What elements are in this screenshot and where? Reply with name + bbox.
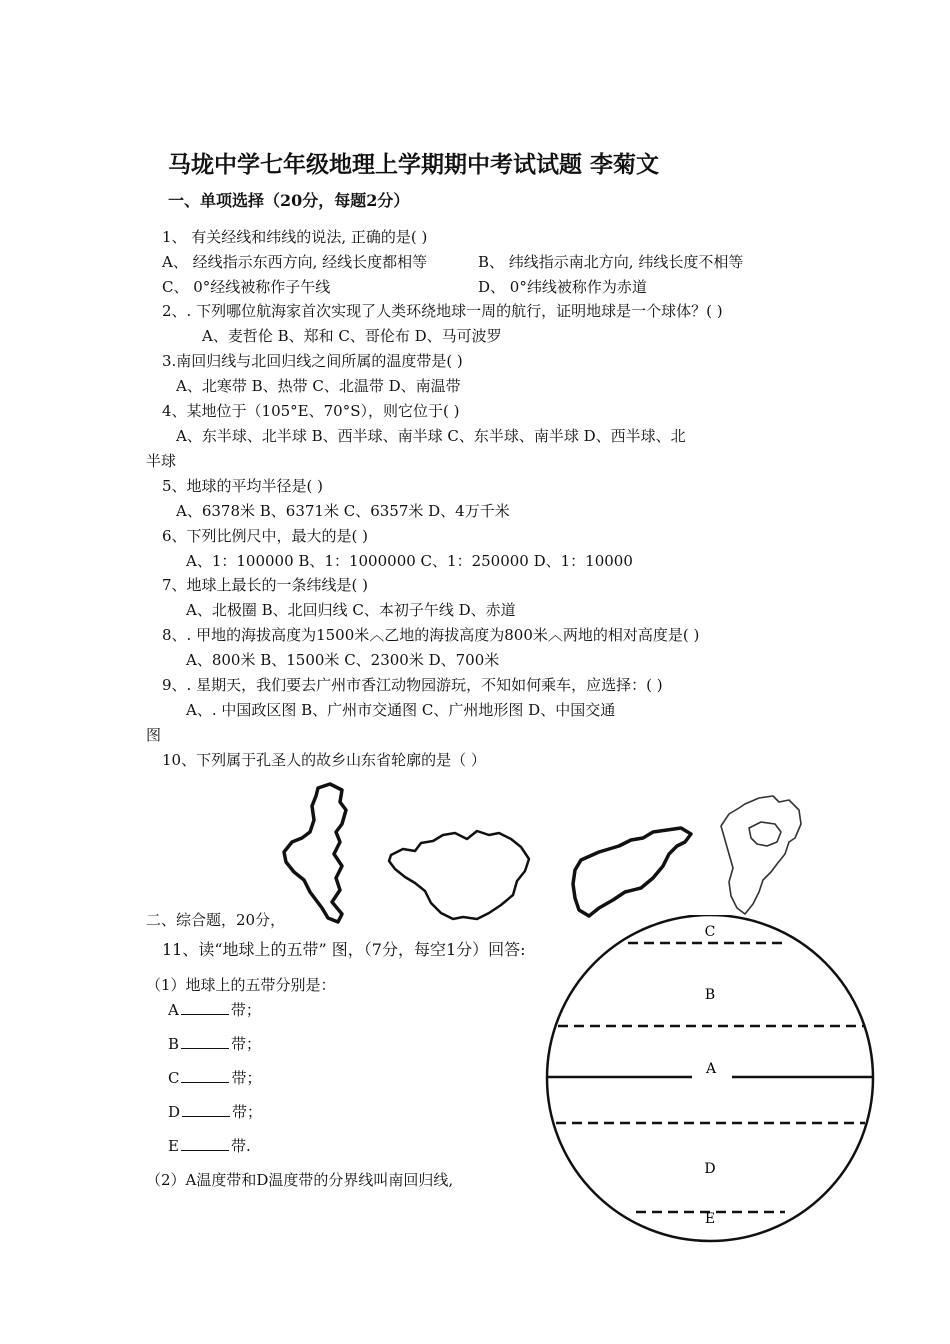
- answer-letter: C: [168, 1069, 180, 1087]
- q11-part1: （1）地球上的五带分别是：: [146, 976, 336, 994]
- zone-label-a: A: [705, 1061, 717, 1077]
- answer-suffix: 带；: [232, 1103, 263, 1121]
- province-outline-d[interactable]: [715, 792, 810, 920]
- q6-stem: 6、下列比例尺中，最大的是( ): [162, 527, 369, 545]
- province-outline-c[interactable]: [565, 820, 710, 920]
- q4-stem: 4、某地位于（105°E、70°S），则它位于( ): [162, 402, 460, 420]
- q11-stem: 11、读“地球上的五带” 图，（7分，每空1分）回答:: [162, 940, 526, 959]
- answer-suffix: 带.: [230, 1137, 251, 1155]
- answer-letter: B: [168, 1035, 180, 1053]
- section-heading-choice: 一、单项选择（20分，每题2分）: [168, 191, 410, 210]
- q7-stem: 7、地球上最长的一条纬线是( ): [162, 576, 369, 594]
- q1-option-c: C、 0°经线被称作子午线: [162, 278, 331, 296]
- answer-line-c[interactable]: [168, 1068, 262, 1088]
- answer-line-d[interactable]: [168, 1102, 262, 1122]
- answer-letter: D: [168, 1103, 181, 1121]
- q1-option-b: B、 纬线指示南北方向, 纬线长度不相等: [478, 253, 744, 271]
- answer-suffix: 带；: [231, 1035, 262, 1053]
- exam-title: 马垅中学七年级地理上学期期中考试试题 李菊文: [168, 151, 660, 178]
- q10-stem: 10、下列属于孔圣人的故乡山东省轮廓的是（ ）: [162, 751, 486, 769]
- q1-stem: 1、 有关经线和纬线的说法, 正确的是( ): [162, 228, 428, 246]
- province-outline-a[interactable]: [270, 780, 370, 925]
- zone-label-b: B: [704, 987, 716, 1003]
- answer-suffix: 带；: [231, 1069, 262, 1087]
- q3-options: A、北寒带 B、热带 C、北温带 D、南温带: [176, 377, 461, 395]
- q8-options: A、800米 B、1500米 C、2300米 D、700米: [186, 651, 500, 669]
- answer-line-e[interactable]: [168, 1136, 251, 1156]
- zone-label-d: D: [704, 1161, 716, 1177]
- q9-stem: 9、. 星期天，我们要去广州市香江动物园游玩，不知如何乘车，应选择：( ): [162, 676, 663, 694]
- q8-stem: 8、. 甲地的海拔高度为1500米︿乙地的海拔高度为800米︿两地的相对高度是( ): [162, 626, 700, 644]
- q4-options: A、东半球、北半球 B、西半球、南半球 C、东半球、南半球 D、西半球、北: [176, 427, 686, 445]
- answer-letter: E: [168, 1137, 179, 1155]
- q9-options: A、. 中国政区图 B、广州市交通图 C、广州地形图 D、中国交通: [186, 701, 616, 719]
- zone-label-e: E: [704, 1211, 716, 1227]
- answer-blank[interactable]: [181, 1068, 229, 1083]
- q9-options-continued: 图: [146, 726, 162, 744]
- answer-blank[interactable]: [181, 1136, 229, 1151]
- answer-suffix: 带；: [230, 1001, 261, 1019]
- q11-part2: （2）A温度带和D温度带的分界线叫南回归线,: [146, 1171, 454, 1189]
- q5-stem: 5、地球的平均半径是( ): [162, 477, 324, 495]
- q2-options: A、麦哲伦 B、郑和 C、哥伦布 D、马可波罗: [202, 327, 502, 345]
- q6-options: A、1：100000 B、1：1000000 C、1：250000 D、1：10000: [186, 552, 633, 570]
- answer-blank[interactable]: [181, 1000, 229, 1015]
- answer-blank[interactable]: [182, 1102, 230, 1117]
- q4-options-continued: 半球: [146, 452, 177, 470]
- answer-line-b[interactable]: [168, 1034, 261, 1054]
- q1-option-d: D、 0°纬线被称作为赤道: [478, 278, 647, 296]
- answer-letter: A: [168, 1001, 179, 1019]
- q2-stem: 2、. 下列哪位航海家首次实现了人类环绕地球一周的航行，证明地球是一个球体？( ): [162, 302, 723, 320]
- q3-stem: 3.南回归线与北回归线之间所属的温度带是( ): [162, 352, 463, 370]
- province-outline-b[interactable]: [385, 825, 535, 925]
- answer-blank[interactable]: [181, 1034, 229, 1049]
- zone-label-c: C: [704, 924, 716, 940]
- q7-options: A、北极圈 B、北回归线 C、本初子午线 D、赤道: [186, 601, 516, 619]
- answer-line-a[interactable]: [168, 1000, 261, 1020]
- q1-option-a: A、 经线指示东西方向, 经线长度都相等: [162, 253, 428, 271]
- section-heading-comprehensive: 二、综合题，20分，: [146, 911, 286, 929]
- q5-options: A、6378米 B、6371米 C、6357米 D、4万千米: [176, 502, 510, 520]
- five-zones-diagram: [540, 915, 885, 1245]
